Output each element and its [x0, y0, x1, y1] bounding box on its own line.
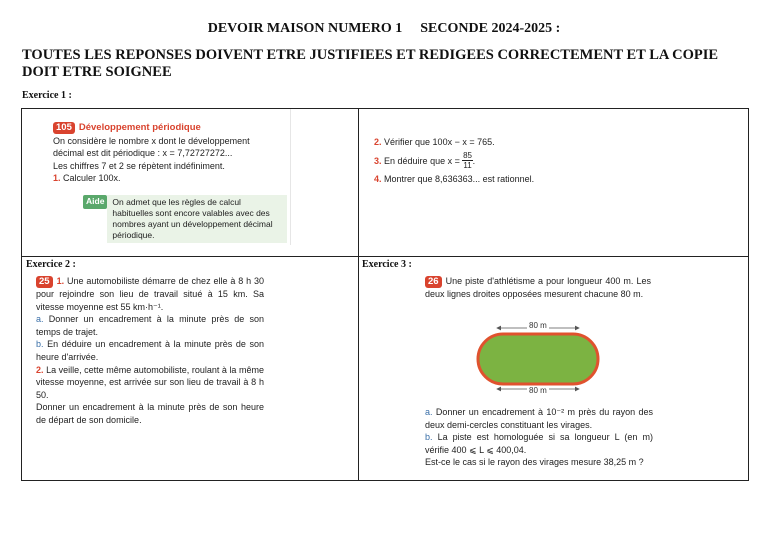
ex1-statement [53, 121, 293, 185]
dim-label-top: 80 m [529, 321, 547, 330]
page-title [0, 21, 768, 37]
track-shape [478, 334, 598, 384]
ex3-questions [425, 406, 653, 469]
grid-divider-vertical [358, 109, 359, 480]
ex1-aide [83, 195, 287, 243]
exercise-3-label: Exercice 3 : [362, 259, 412, 270]
ex2-a-label: a. [36, 314, 44, 325]
ex2-p2: La veille, cette même automobiliste, roulant à la même vitesse moyenne, est arrivée sur son lieu de travail à 8 h 50. [36, 364, 264, 400]
ex2-p1-number: 1. [56, 276, 65, 286]
ex1-q1-number: 1. [53, 173, 61, 184]
ex2-b-label: b. [36, 339, 44, 350]
instructions: TOUTES LES REPONSES DOIVENT ETRE JUSTIFIEES ET REDIGEES CORRECTEMENT ET LA COPIE DOIT ETRE SOIGNEE [22, 47, 719, 80]
ex1-q2: Vérifier que 100x − x = 765. [384, 137, 495, 147]
ex2-statement [36, 275, 264, 427]
fraction-denominator: 11 [463, 161, 472, 170]
ex1-questions [374, 133, 714, 188]
exercise-1-label: Exercice 1 : [22, 90, 72, 101]
exercise-2-label: Exercice 2 : [26, 259, 76, 270]
ex3-intro-text: Une piste d'athlétisme a pour longueur 400 m. Les deux lignes droites opposées mesurent chacune 80 m. [425, 276, 651, 299]
ex1-number-badge: 105 [53, 122, 75, 134]
title-right: SECONDE 2024-2025 : [420, 21, 561, 36]
fraction [462, 151, 472, 170]
ex2-a: Donner un encadrement à la minute près de son temps de trajet. [36, 314, 264, 337]
ex1-q1: Calculer 100x. [63, 173, 121, 184]
fraction-end: . [472, 155, 476, 166]
ex1-q3: En déduire que x = [384, 155, 460, 166]
ex3-b-label: b. [425, 432, 433, 443]
exercise-grid [21, 108, 749, 481]
ex2-p1: Une automobiliste démarre de chez elle à 8 h 30 pour rejoindre son lieu de travail situé à 15 km. Sa vitesse moyenne est 55 km·h⁻¹. [36, 276, 264, 312]
ex3-c: Est-ce le cas si le rayon des virages mesure 38,25 m ? [425, 457, 644, 468]
aide-tag: Aide [83, 195, 107, 209]
ex3-b: La piste est homologuée si sa longueur L (en m) vérifie 400 ⩽ L ⩽ 400,04. [425, 432, 653, 455]
dim-label-bottom: 80 m [529, 386, 547, 395]
ex1-line-3: Les chiffres 7 et 2 se répètent indéfiniment. [53, 160, 225, 171]
ex2-number-badge: 25 [36, 276, 53, 288]
ex1-title: Développement périodique [78, 122, 201, 133]
ex1-q4: Montrer que 8,636363... est rationnel. [384, 174, 535, 184]
grid-divider-horizontal [22, 256, 748, 257]
aide-text: On admet que les règles de calcul habituelles sont encore valables avec des nombres ayant un développement décimal périodique. [107, 195, 287, 243]
title-left: DEVOIR MAISON NUMERO 1 [207, 21, 403, 36]
ex3-intro [425, 275, 651, 301]
ex3-number-badge: 26 [425, 276, 442, 288]
ex1-q2-number: 2. [374, 137, 382, 147]
ex3-a: Donner un encadrement à 10⁻² m près du rayon des deux demi-cercles constituant les virages. [425, 407, 653, 430]
fraction-numerator: 85 [463, 151, 472, 160]
ex1-line-1: On considère le nombre x dont le développement [53, 135, 250, 146]
ex2-p2b: Donner un encadrement à la minute près de son heure de départ de son domicile. [36, 402, 264, 425]
ex2-p2-number: 2. [36, 364, 44, 375]
ex3-a-label: a. [425, 407, 433, 417]
ex1-q4-number: 4. [374, 174, 382, 184]
ex1-q3-number: 3. [374, 155, 382, 166]
ex2-b: En déduire un encadrement à la minute près de son heure d'arrivée. [36, 339, 264, 362]
ex1-line-2: décimal est dit périodique : x = 7,72727272... [53, 148, 233, 159]
scan-edge [290, 109, 291, 245]
